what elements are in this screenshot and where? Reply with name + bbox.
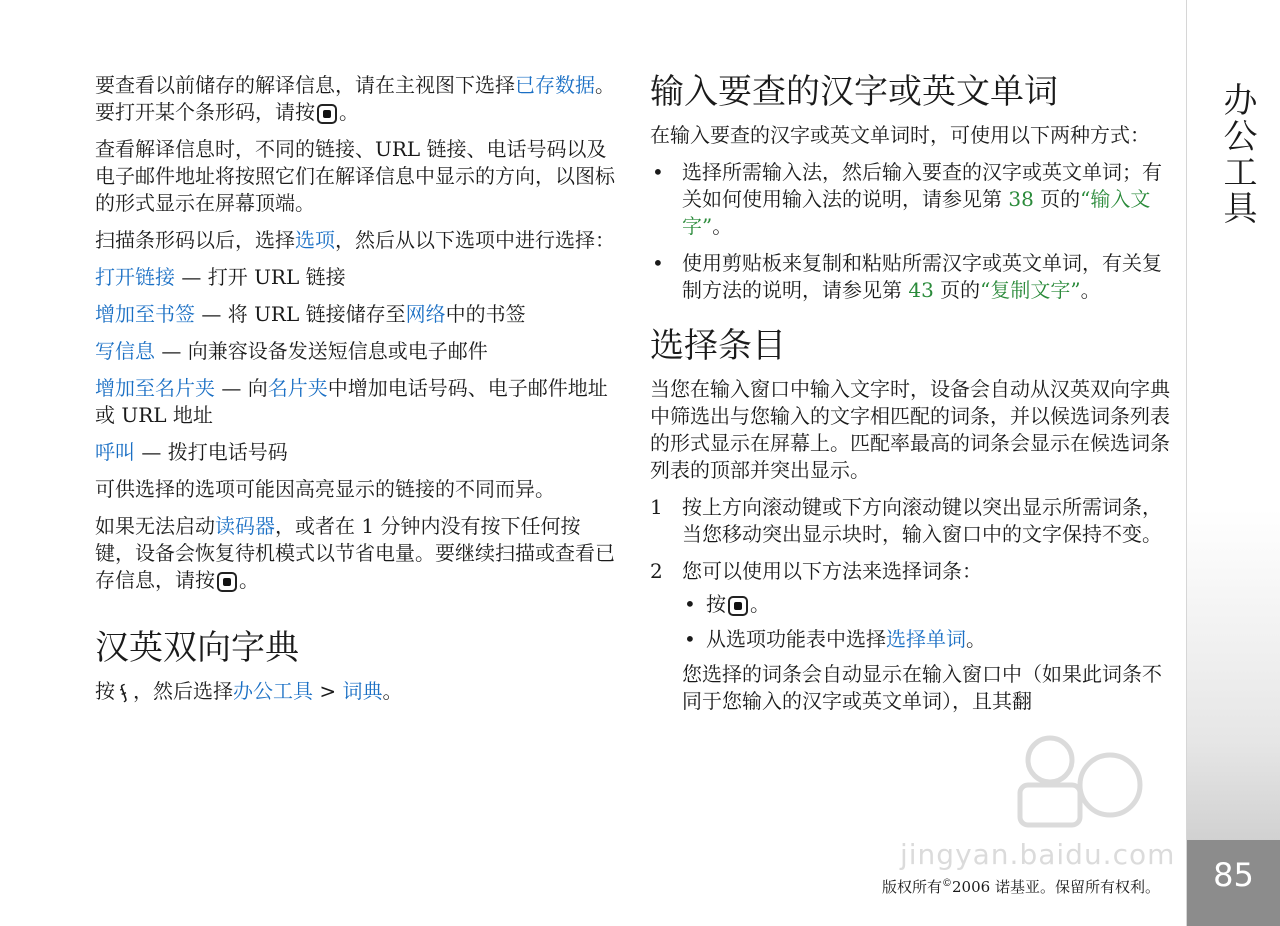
text: — 向兼容设备发送短信息或电子邮件 — [155, 339, 488, 363]
text: 使用剪贴板来复制和粘贴所需汉字或英文单词，有关复制方法的说明，请参见第 — [682, 251, 1162, 302]
text: 。 — [339, 100, 359, 124]
heading-select-entry: 选择条目 — [650, 326, 786, 366]
text: 。 — [382, 679, 403, 703]
watermark-logo-icon — [900, 730, 1200, 840]
input-text-link[interactable]: “输入文字” — [682, 187, 1151, 238]
paragraph-saved-data — [95, 72, 620, 126]
add-bookmark-option[interactable]: 增加至书签 — [95, 302, 195, 326]
copy-text-link[interactable]: “复制文字” — [980, 278, 1081, 302]
office-tools-link[interactable]: 办公工具 — [233, 679, 314, 703]
input-methods-list — [650, 159, 1170, 304]
text: 选择所需输入法，然后输入要查的汉字或英文单词；有关如何使用输入法的说明，请参见第 — [682, 160, 1162, 211]
sub-list-item — [682, 626, 1170, 653]
text: 您可以使用以下方法来选择词条： — [682, 559, 982, 583]
page-number: 85 — [1187, 840, 1280, 926]
option-call — [95, 439, 620, 466]
text: > — [313, 679, 343, 703]
scroll-key-icon — [728, 596, 748, 616]
right-column — [650, 72, 1170, 725]
text: 。 — [966, 627, 986, 651]
scroll-key-icon — [217, 572, 237, 592]
watermark — [900, 730, 1200, 870]
step-item — [650, 558, 1170, 715]
reader-link[interactable]: 读码器 — [215, 514, 275, 538]
text: 从选项功能表中选择 — [706, 627, 886, 651]
sub-list — [682, 591, 1170, 653]
text: 扫描条形码以后，选择 — [95, 228, 295, 252]
contacts-link[interactable]: 名片夹 — [267, 376, 328, 400]
paragraph-viewing-info: 查看解译信息时，不同的链接、URL 链接、电话号码以及电子邮件地址将按照它们在解译信息中显示的方向，以图标的形式显示在屏幕顶端。 — [95, 137, 615, 215]
text: 页的 — [933, 278, 981, 302]
list-item — [650, 250, 1170, 304]
text: — 向 — [215, 376, 268, 400]
write-message-option[interactable]: 写信息 — [95, 339, 155, 363]
paragraph-select-entry: 当您在输入窗口中输入文字时，设备会自动从汉英双向字典中筛选出与您输入的文字相匹配的词条，并以候选词条列表的形式显示在屏幕上。匹配率最高的词条会显示在候选词条列表的顶部并突出显示。 — [650, 377, 1170, 482]
paragraph-options-vary: 可供选择的选项可能因高亮显示的链接的不同而异。 — [95, 477, 555, 501]
open-link-option[interactable]: 打开链接 — [95, 265, 175, 289]
text: 要查看以前储存的解译信息，请在主视图下选择 — [95, 73, 515, 97]
heading-input-word: 输入要查的汉字或英文单词 — [650, 72, 1058, 112]
menu-key-icon: ʄ — [117, 681, 131, 704]
option-write-message — [95, 338, 620, 365]
text: 。要打开某个条形码，请按 — [95, 73, 615, 124]
text: — 打开 URL 链接 — [175, 265, 346, 289]
text: — 将 URL 链接储存至 — [195, 302, 406, 326]
text: — 拨打电话号码 — [135, 440, 288, 464]
text: 。 — [712, 214, 733, 238]
step-number: 1 — [650, 495, 663, 519]
text: 按 — [95, 679, 115, 703]
text: 您选择的词条会自动显示在输入窗口中（如果此词条不同于您输入的汉字或英文单词），且其翻 — [682, 662, 1162, 713]
network-link[interactable]: 网络 — [405, 302, 446, 326]
heading-dictionary: 汉英双向字典 — [95, 628, 299, 668]
copyright-symbol: © — [942, 878, 953, 889]
text: 版权所有 — [882, 878, 943, 896]
option-open-link — [95, 264, 620, 291]
page-reference[interactable]: 38 — [1008, 187, 1034, 211]
select-word-link[interactable]: 选择单词 — [886, 627, 966, 651]
text: 。 — [239, 568, 259, 592]
copyright-footer — [882, 876, 1160, 897]
text: 。 — [750, 592, 770, 616]
section-title: 办公工具 — [1217, 82, 1257, 226]
sidebar-tab — [1186, 0, 1280, 926]
text: ，或者在 1 分钟内没有按下任何按键，设备会恢复待机模式以节省电量。要继续扫描或查看已存信息，请按 — [95, 514, 615, 592]
text: 中增加电话号码、电子邮件地址或 URL 地址 — [95, 376, 608, 427]
sub-list-item — [682, 591, 1170, 618]
text: 如果无法启动 — [95, 514, 215, 538]
text: 2006 诺基亚。保留所有权利。 — [952, 878, 1160, 896]
paragraph-reader-timeout — [95, 513, 620, 594]
options-link[interactable]: 选项 — [295, 228, 335, 252]
text: ，然后从以下选项中进行选择： — [335, 228, 615, 252]
left-column — [95, 72, 620, 716]
text: 页的 — [1033, 187, 1081, 211]
text: ，然后选择 — [133, 679, 234, 703]
dictionary-link[interactable]: 词典 — [342, 679, 383, 703]
steps-list — [650, 494, 1170, 715]
text: 按 — [706, 592, 726, 616]
watermark-text: jingyan.baidu.com — [900, 838, 1176, 871]
scroll-key-icon — [317, 104, 337, 124]
call-option[interactable]: 呼叫 — [95, 440, 135, 464]
add-contacts-option[interactable]: 增加至名片夹 — [95, 376, 215, 400]
saved-data-link[interactable]: 已存数据 — [515, 73, 595, 97]
step-item — [650, 494, 1170, 548]
text: 按上方向滚动键或下方向滚动键以突出显示所需词条，当您移动突出显示块时，输入窗口中的文字保持不变。 — [682, 495, 1162, 546]
paragraph-options-intro — [95, 227, 620, 254]
paragraph-open-dictionary — [95, 678, 620, 706]
text: 中的书签 — [445, 302, 526, 326]
list-item — [650, 159, 1170, 240]
option-add-bookmark — [95, 301, 620, 328]
step-number: 2 — [650, 559, 663, 583]
text: 。 — [1080, 278, 1101, 302]
option-add-contacts — [95, 375, 620, 429]
paragraph-input-methods: 在输入要查的汉字或英文单词时，可使用以下两种方式： — [650, 123, 1150, 147]
page-reference[interactable]: 43 — [908, 278, 934, 302]
